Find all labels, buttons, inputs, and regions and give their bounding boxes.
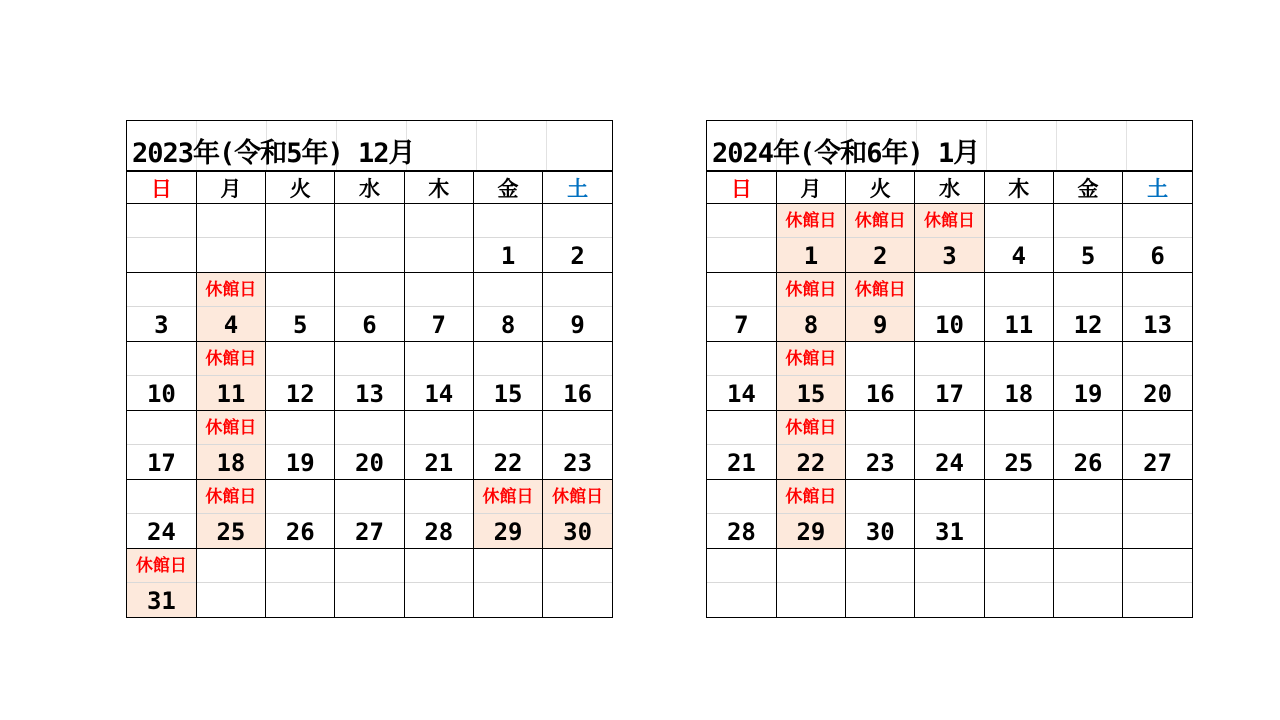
day-number: 31 [935, 517, 964, 546]
empty-day-cell [266, 549, 335, 618]
calendar-week-row [127, 342, 612, 411]
weekday-header: 火 [846, 172, 915, 204]
closed-day-label: 休館日 [474, 481, 542, 514]
day-cell [915, 342, 984, 411]
day-note-area [543, 550, 612, 583]
weekday-header: 水 [915, 172, 984, 204]
day-note-area [915, 343, 983, 376]
day-number-empty [1054, 514, 1122, 548]
weekday-header: 日 [127, 172, 196, 204]
day-note-area [543, 412, 612, 445]
day-cell [473, 273, 542, 342]
empty-day-cell [1053, 480, 1122, 549]
day-cell [846, 342, 915, 411]
day-number: 1 [803, 241, 819, 270]
closed-day-label: 休館日 [197, 274, 265, 307]
day-number-empty [707, 583, 776, 617]
day-cell [335, 273, 404, 342]
day-note-area [1123, 481, 1192, 514]
day-number: 24 [146, 517, 176, 546]
day-cell [404, 411, 473, 480]
day-number: 31 [146, 586, 176, 615]
day-note-area [266, 550, 334, 583]
day-note-area [707, 550, 776, 583]
day-cell [846, 273, 915, 342]
calendar-week-row [707, 204, 1192, 273]
day-note-area [127, 205, 196, 238]
day-number-empty [543, 583, 612, 617]
day-note-area [1054, 550, 1122, 583]
empty-day-cell [1053, 549, 1122, 618]
day-number-empty [474, 583, 542, 617]
day-cell [266, 273, 335, 342]
day-number-empty [985, 583, 1053, 617]
day-note-area [197, 205, 265, 238]
day-cell [984, 411, 1053, 480]
empty-day-cell [473, 549, 542, 618]
day-note-area [335, 274, 403, 307]
day-number-empty [846, 583, 914, 617]
day-number: 11 [216, 379, 246, 408]
day-note-area [405, 274, 473, 307]
day-number: 22 [796, 448, 826, 477]
day-cell [196, 480, 265, 549]
day-cell [1053, 204, 1122, 273]
day-number: 8 [500, 310, 516, 339]
day-note-area [266, 205, 334, 238]
empty-day-cell [915, 549, 984, 618]
day-number-empty [266, 238, 334, 272]
day-cell [1053, 411, 1122, 480]
day-number: 25 [1004, 448, 1034, 477]
day-cell [404, 480, 473, 549]
day-note-area [985, 550, 1053, 583]
day-note-area [915, 550, 983, 583]
calendar-grid [707, 171, 1192, 617]
day-number: 5 [292, 310, 308, 339]
day-note-area [777, 550, 845, 583]
calendar-body [707, 204, 1192, 618]
calendar-title: 2023年(令和5年) 12月 [127, 121, 612, 171]
day-note-area [543, 205, 612, 238]
day-cell [915, 273, 984, 342]
day-note-area [1123, 205, 1192, 238]
day-number: 5 [1080, 241, 1096, 270]
day-number: 4 [1011, 241, 1026, 270]
day-cell [915, 204, 984, 273]
day-cell [776, 342, 845, 411]
day-cell [266, 342, 335, 411]
day-cell [127, 273, 196, 342]
day-number: 6 [362, 310, 377, 339]
closed-day-label: 休館日 [915, 205, 983, 238]
weekday-header: 木 [984, 172, 1053, 204]
day-number: 29 [493, 517, 523, 546]
day-cell [707, 273, 776, 342]
day-note-area [127, 412, 196, 445]
day-number: 19 [285, 448, 315, 477]
day-note-area [846, 481, 914, 514]
day-number: 16 [563, 379, 593, 408]
day-cell [915, 480, 984, 549]
day-note-area [707, 274, 776, 307]
day-number: 8 [803, 310, 819, 339]
empty-day-cell [335, 549, 404, 618]
day-number: 24 [935, 448, 964, 477]
day-cell [404, 273, 473, 342]
day-number: 18 [1004, 379, 1034, 408]
day-note-area [985, 343, 1053, 376]
day-number: 15 [796, 379, 826, 408]
day-number: 20 [355, 448, 384, 477]
day-number-empty [197, 583, 265, 617]
day-cell [543, 273, 612, 342]
day-cell [543, 342, 612, 411]
calendar-week-row [707, 480, 1192, 549]
day-cell [127, 549, 196, 618]
closed-day-label: 休館日 [777, 412, 845, 445]
day-number: 19 [1073, 379, 1103, 408]
day-cell [335, 411, 404, 480]
day-number: 28 [726, 517, 756, 546]
day-note-area [1123, 274, 1192, 307]
day-cell [473, 204, 542, 273]
day-number-empty [1123, 514, 1192, 548]
calendar-week-row [127, 480, 612, 549]
day-note-area [266, 481, 334, 514]
day-note-area [405, 481, 473, 514]
closed-day-label: 休館日 [846, 205, 914, 238]
day-number: 27 [1143, 448, 1173, 477]
day-cell [266, 411, 335, 480]
closed-day-label: 休館日 [543, 481, 612, 514]
day-note-area [1054, 343, 1122, 376]
day-cell [846, 204, 915, 273]
calendar-week-row [127, 204, 612, 273]
day-note-area [543, 343, 612, 376]
day-note-area [335, 412, 403, 445]
day-number: 21 [726, 448, 756, 477]
empty-day-cell [335, 204, 404, 273]
day-note-area [1123, 343, 1192, 376]
day-note-area [266, 274, 334, 307]
day-number: 10 [935, 310, 964, 339]
day-number-empty [405, 583, 473, 617]
day-cell [196, 273, 265, 342]
day-cell [335, 342, 404, 411]
day-number: 10 [146, 379, 176, 408]
day-note-area [127, 481, 196, 514]
empty-day-cell [127, 204, 196, 273]
weekday-header-row [127, 172, 612, 204]
day-cell [776, 480, 845, 549]
day-note-area [127, 343, 196, 376]
day-cell [543, 480, 612, 549]
day-cell [266, 480, 335, 549]
calendar-week-row [707, 411, 1192, 480]
day-number: 3 [942, 241, 957, 270]
closed-day-label: 休館日 [127, 550, 196, 583]
day-number: 25 [216, 517, 246, 546]
day-note-area [405, 343, 473, 376]
day-note-area [707, 205, 776, 238]
calendar-january-2024 [706, 120, 1193, 618]
day-note-area [846, 412, 914, 445]
day-number: 12 [285, 379, 315, 408]
day-number-empty [707, 238, 776, 272]
closed-day-label: 休館日 [777, 343, 845, 376]
day-number: 3 [154, 310, 169, 339]
day-number: 7 [734, 310, 749, 339]
empty-day-cell [707, 549, 776, 618]
day-note-area [707, 412, 776, 445]
day-number: 9 [570, 310, 585, 339]
day-number: 20 [1143, 379, 1173, 408]
calendar-week-row [707, 273, 1192, 342]
empty-day-cell [404, 204, 473, 273]
day-note-area [985, 481, 1053, 514]
day-note-area [474, 550, 542, 583]
day-cell [846, 480, 915, 549]
day-cell [543, 411, 612, 480]
day-note-area [915, 412, 983, 445]
day-number: 14 [726, 379, 756, 408]
day-note-area [915, 274, 983, 307]
day-number: 30 [563, 517, 593, 546]
weekday-header: 木 [404, 172, 473, 204]
day-number: 14 [424, 379, 454, 408]
closed-day-label: 休館日 [846, 274, 914, 307]
day-note-area [985, 412, 1053, 445]
day-number-empty [1054, 583, 1122, 617]
day-note-area [543, 274, 612, 307]
calendar-week-row [707, 549, 1192, 618]
day-note-area [474, 205, 542, 238]
weekday-header: 月 [776, 172, 845, 204]
day-cell [984, 342, 1053, 411]
day-number: 7 [431, 310, 446, 339]
day-cell [846, 411, 915, 480]
calendar-week-row [127, 549, 612, 618]
day-cell [196, 342, 265, 411]
day-cell [196, 411, 265, 480]
day-note-area [474, 412, 542, 445]
day-cell [404, 342, 473, 411]
day-cell [1123, 342, 1192, 411]
day-note-area [846, 550, 914, 583]
day-number: 22 [493, 448, 523, 477]
day-cell [776, 273, 845, 342]
empty-day-cell [707, 204, 776, 273]
day-note-area [707, 481, 776, 514]
day-number-empty [985, 514, 1053, 548]
day-note-area [266, 412, 334, 445]
weekday-header: 金 [1053, 172, 1122, 204]
day-number-empty [335, 583, 403, 617]
empty-day-cell [984, 549, 1053, 618]
day-number: 27 [355, 517, 384, 546]
closed-day-label: 休館日 [197, 343, 265, 376]
empty-day-cell [196, 204, 265, 273]
day-cell [776, 411, 845, 480]
day-number: 23 [865, 448, 895, 477]
day-note-area [1054, 274, 1122, 307]
day-note-area [335, 550, 403, 583]
closed-day-label: 休館日 [777, 274, 845, 307]
day-number: 17 [146, 448, 176, 477]
day-number-empty [405, 238, 473, 272]
day-number-empty [197, 238, 265, 272]
empty-day-cell [846, 549, 915, 618]
day-number: 26 [285, 517, 315, 546]
calendar-grid [127, 171, 612, 617]
day-note-area [266, 343, 334, 376]
day-note-area [127, 274, 196, 307]
empty-day-cell [776, 549, 845, 618]
day-number: 23 [563, 448, 593, 477]
day-number: 4 [223, 310, 239, 339]
closed-day-label: 休館日 [197, 481, 265, 514]
day-number: 9 [872, 310, 888, 339]
empty-day-cell [1123, 549, 1192, 618]
day-cell [1123, 204, 1192, 273]
day-number: 13 [1143, 310, 1173, 339]
day-cell [473, 411, 542, 480]
day-note-area [915, 481, 983, 514]
empty-day-cell [196, 549, 265, 618]
day-cell [707, 480, 776, 549]
empty-day-cell [1123, 480, 1192, 549]
day-cell [1123, 273, 1192, 342]
day-note-area [335, 205, 403, 238]
day-note-area [1123, 412, 1192, 445]
day-number: 1 [500, 241, 516, 270]
empty-day-cell [266, 204, 335, 273]
day-note-area [1054, 412, 1122, 445]
weekday-header: 月 [196, 172, 265, 204]
weekday-header: 金 [473, 172, 542, 204]
day-cell [984, 204, 1053, 273]
day-cell [776, 204, 845, 273]
day-number-empty [1123, 583, 1192, 617]
day-cell [915, 411, 984, 480]
day-cell [984, 273, 1053, 342]
day-note-area [405, 550, 473, 583]
weekday-header: 土 [1123, 172, 1192, 204]
calendar-body [127, 204, 612, 618]
day-cell [707, 342, 776, 411]
empty-day-cell [404, 549, 473, 618]
empty-day-cell [543, 549, 612, 618]
weekday-header: 土 [543, 172, 612, 204]
day-number-empty [777, 583, 845, 617]
day-number: 6 [1150, 241, 1165, 270]
day-number: 18 [216, 448, 246, 477]
day-number: 21 [424, 448, 454, 477]
day-note-area [985, 274, 1053, 307]
day-note-area [1054, 205, 1122, 238]
day-note-area [1123, 550, 1192, 583]
closed-day-label: 休館日 [777, 205, 845, 238]
day-cell [1053, 273, 1122, 342]
day-number: 2 [570, 241, 585, 270]
day-note-area [197, 550, 265, 583]
day-number: 12 [1073, 310, 1103, 339]
calendar-week-row [127, 273, 612, 342]
day-number: 16 [865, 379, 895, 408]
day-cell [473, 480, 542, 549]
day-number: 2 [872, 241, 888, 270]
empty-day-cell [984, 480, 1053, 549]
day-cell [473, 342, 542, 411]
day-number: 11 [1004, 310, 1034, 339]
day-note-area [474, 343, 542, 376]
day-note-area [335, 343, 403, 376]
day-cell [127, 411, 196, 480]
day-number: 15 [493, 379, 523, 408]
weekday-header: 水 [335, 172, 404, 204]
day-note-area [405, 205, 473, 238]
day-cell [127, 342, 196, 411]
closed-day-label: 休館日 [197, 412, 265, 445]
day-note-area [405, 412, 473, 445]
weekday-header-row [707, 172, 1192, 204]
day-note-area [335, 481, 403, 514]
day-cell [127, 480, 196, 549]
calendar-title: 2024年(令和6年) 1月 [707, 121, 1192, 171]
day-number: 26 [1073, 448, 1103, 477]
calendar-week-row [127, 411, 612, 480]
calendar-december-2023 [126, 120, 613, 618]
day-number: 30 [865, 517, 895, 546]
day-number: 13 [355, 379, 384, 408]
day-number-empty [335, 238, 403, 272]
day-number: 29 [796, 517, 826, 546]
day-number-empty [915, 583, 983, 617]
day-note-area [846, 343, 914, 376]
day-note-area [474, 274, 542, 307]
weekday-header: 火 [266, 172, 335, 204]
weekday-header: 日 [707, 172, 776, 204]
day-cell [707, 411, 776, 480]
day-cell [335, 480, 404, 549]
day-note-area [985, 205, 1053, 238]
day-cell [1053, 342, 1122, 411]
day-number-empty [266, 583, 334, 617]
day-number: 28 [424, 517, 454, 546]
calendar-week-row [707, 342, 1192, 411]
day-note-area [707, 343, 776, 376]
day-number-empty [127, 238, 196, 272]
day-cell [1123, 411, 1192, 480]
day-number: 17 [935, 379, 964, 408]
closed-day-label: 休館日 [777, 481, 845, 514]
day-cell [543, 204, 612, 273]
day-note-area [1054, 481, 1122, 514]
